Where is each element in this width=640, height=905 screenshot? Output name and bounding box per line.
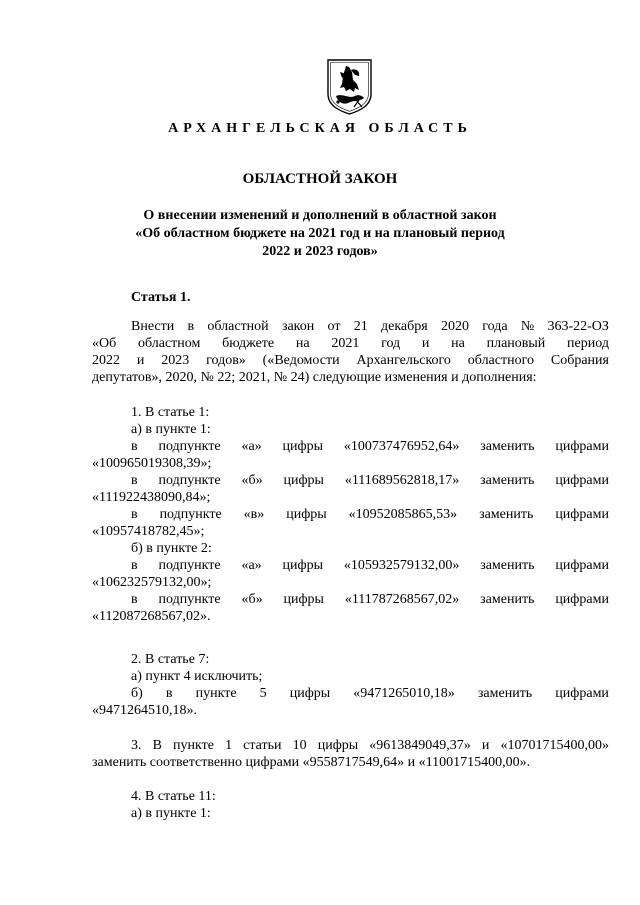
text-line [92, 737, 609, 754]
word: подпункте [158, 439, 221, 454]
word: «в» [243, 507, 265, 522]
text-line [92, 557, 609, 574]
region-name: АРХАНГЕЛЬСКАЯ ОБЛАСТЬ [168, 121, 472, 136]
word: 10 [292, 738, 307, 753]
word: и [481, 738, 490, 753]
word: «Об [92, 336, 117, 351]
word: и [421, 336, 430, 351]
article-intro [92, 318, 609, 386]
word: цифры [317, 738, 359, 753]
word: «9471265010,18» [353, 686, 455, 701]
word: подпункте [158, 558, 221, 573]
word: от [327, 319, 341, 334]
word: 21 [353, 319, 368, 334]
word: «10952085865,53» [348, 507, 458, 522]
text-line [92, 438, 609, 455]
word: подпункте [159, 507, 222, 522]
section-heading: 2. В статье 7: [131, 652, 210, 667]
text-line: депутатов», 2020, № 22; 2021, № 24) следующие изменения и дополнения: [92, 370, 537, 385]
word: цифрами [555, 473, 609, 488]
word: «б» [241, 592, 263, 607]
text-line: «106232579132,00»; [92, 575, 212, 590]
word: и [136, 353, 145, 368]
word: года [482, 319, 508, 334]
word: 2023 [161, 353, 190, 368]
word: 363-22-ОЗ [547, 319, 609, 334]
word: 2020 [440, 319, 469, 334]
word: годов» [206, 353, 246, 368]
word: декабря [381, 319, 428, 334]
word: «100737476952,64» [343, 439, 460, 454]
section-1 [92, 404, 609, 625]
text-line [92, 591, 609, 608]
article-heading: Статья 1. [131, 290, 191, 305]
word: заменить [477, 686, 533, 701]
word: заменить [480, 473, 535, 488]
word: бюджете [222, 336, 275, 351]
word: 2021 [331, 336, 360, 351]
item-label: б) в пункте 2: [131, 541, 212, 556]
title-line: «Об областном бюджете на 2021 год и на плановый период [135, 226, 505, 241]
word: «10701715400,00» [500, 738, 609, 753]
word: Собрания [550, 353, 609, 368]
word: в [131, 507, 138, 522]
word: цифры [283, 473, 324, 488]
text-line: заменить соответственно цифрами «9558717549,64» и «11001715400,00». [92, 755, 531, 770]
text-line [92, 472, 609, 489]
word: в [187, 319, 195, 334]
text-line: «10957418782,45»; [92, 524, 205, 539]
word: цифрами [555, 439, 609, 454]
text-line: «9471264510,18». [92, 703, 197, 718]
word: «а» [241, 439, 262, 454]
item-label: а) пункт 4 исключить; [131, 669, 263, 684]
title-line: 2022 и 2023 годов» [262, 244, 378, 259]
word: В [152, 738, 162, 753]
word: цифры [282, 558, 323, 573]
word: цифры [283, 592, 324, 607]
word: «105932579132,00» [343, 558, 460, 573]
word: пункте [195, 686, 237, 701]
word: цифрами [555, 592, 609, 607]
word: № [520, 319, 535, 334]
word: в [131, 473, 138, 488]
word: подпункте [158, 473, 221, 488]
word: цифры [289, 686, 331, 701]
word: цифрами [555, 686, 609, 701]
word: областного [467, 353, 534, 368]
word: заменить [480, 592, 535, 607]
text-line [92, 318, 609, 335]
word: в [165, 686, 173, 701]
word: на [295, 336, 310, 351]
word: цифры [286, 507, 327, 522]
title-line: О внесении изменений и дополнений в областной закон [143, 208, 497, 223]
text-line: «100965019308,39»; [92, 456, 212, 471]
word: в [131, 439, 138, 454]
law-title [0, 207, 640, 261]
word: статьи [243, 738, 282, 753]
word: «111787268567,02» [344, 592, 460, 607]
text-line [92, 335, 609, 352]
text-line [92, 352, 609, 369]
word: б) [131, 686, 143, 701]
word: цифрами [555, 558, 609, 573]
word: «б» [241, 473, 263, 488]
word: «а» [241, 558, 262, 573]
word: заменить [479, 507, 534, 522]
section-4 [92, 788, 609, 822]
word: период [567, 336, 609, 351]
item-label: а) в пункте 1: [131, 422, 211, 437]
word: областной [207, 319, 269, 334]
word: 2022 [92, 353, 120, 368]
coat-of-arms-icon [326, 58, 373, 115]
text-line: «111922438090,84»; [92, 490, 211, 505]
section-heading: 4. В статье 11: [131, 789, 216, 804]
word: 1 [225, 738, 233, 753]
section-heading: 1. В статье 1: [131, 405, 210, 420]
item-label: а) в пункте 1: [131, 806, 211, 821]
text-line [92, 685, 609, 702]
document-type: ОБЛАСТНОЙ ЗАКОН [242, 171, 398, 187]
word: год [381, 336, 401, 351]
word: Внести [131, 319, 175, 334]
section-2 [92, 651, 609, 719]
text-line: «112087268567,02». [92, 609, 211, 624]
word: подпункте [158, 592, 221, 607]
word: закон [281, 319, 315, 334]
word: на [451, 336, 465, 351]
word: заменить [480, 558, 535, 573]
word: цифрами [555, 507, 609, 522]
text-line [92, 506, 609, 523]
word: «9613849049,37» [369, 738, 471, 753]
word: плановый [486, 336, 546, 351]
word: в [131, 592, 138, 607]
word: «111689562818,17» [344, 473, 460, 488]
word: в [131, 558, 138, 573]
word: 5 [259, 686, 267, 701]
word: областном [137, 336, 201, 351]
word: цифры [282, 439, 323, 454]
word: Архангельского [356, 353, 451, 368]
word: («Ведомости [262, 353, 340, 368]
word: пункте [173, 738, 214, 753]
section-3 [92, 737, 609, 771]
word: 3. [131, 738, 142, 753]
word: заменить [480, 439, 535, 454]
